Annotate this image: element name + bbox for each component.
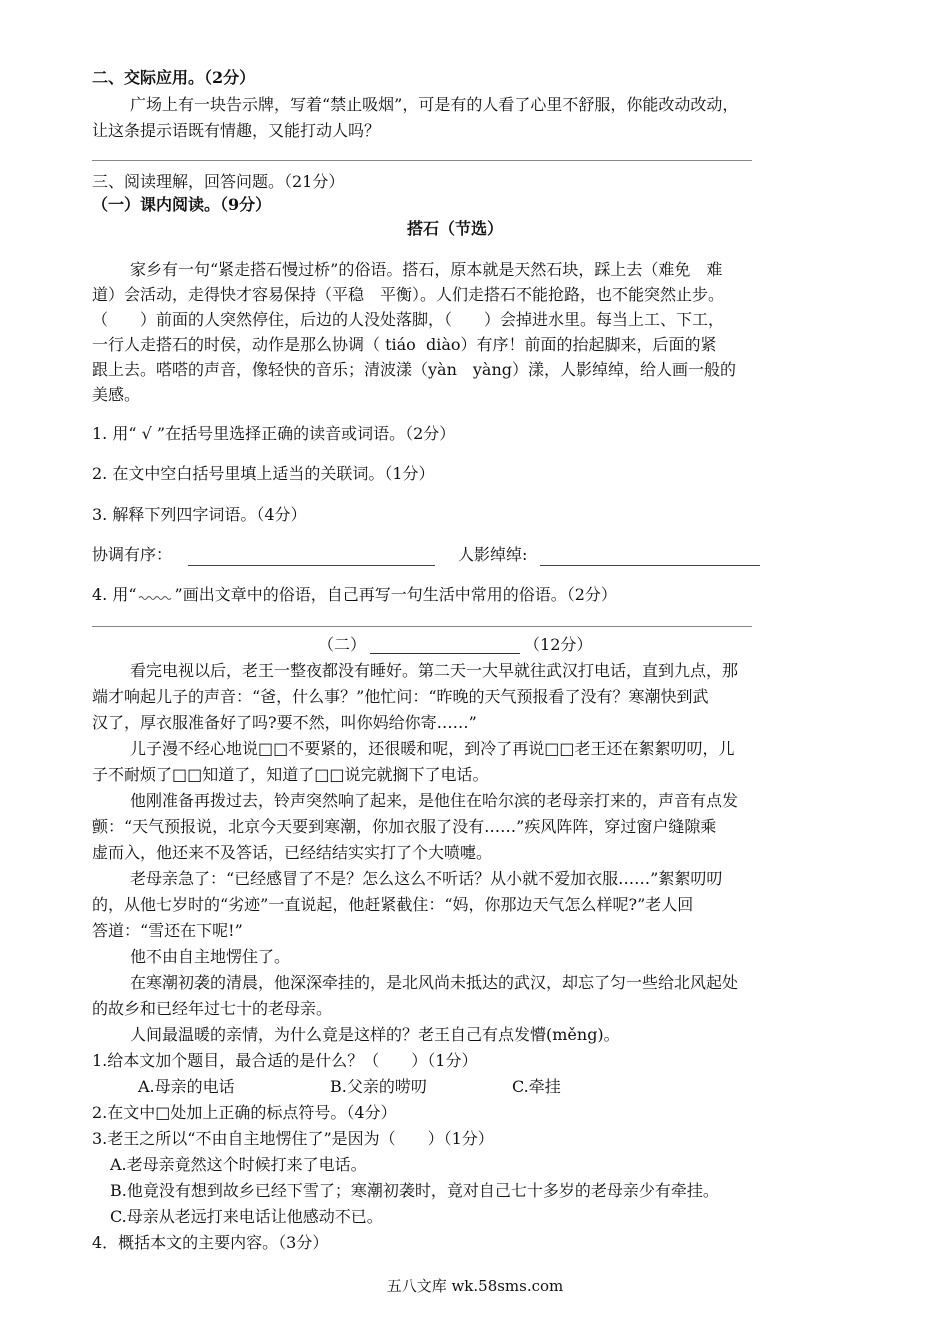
part1-heading: （一）课内阅读。（9分） <box>92 195 272 214</box>
question-4 <box>92 584 617 606</box>
story-line: 他刚准备再拨过去，铃声突然响了起来，是他住在哈尔滨的老母亲打来的，声音有点发 <box>130 791 739 810</box>
story-line: 他不由自主地愣住了。 <box>130 947 291 966</box>
part2-heading <box>318 634 592 656</box>
passage-line: 跟上去。嗒嗒的声音，像轻快的音乐；清波漾（yàn yàng）漾，人影绰绰，给人画一般的 <box>92 360 737 379</box>
answer-line <box>92 160 752 161</box>
option-b[interactable]: B.他竟没有想到故乡已经下雪了；寒潮初袭时，竟对自己七十多岁的老母亲少有牵挂。 <box>110 1181 719 1200</box>
passage-line: （ ）前面的人突然停住，后边的人没处落脚，（ ）会掉进水里。每当上工、下工， <box>92 310 725 329</box>
option-c[interactable]: C.母亲从老远打来电话让他感动不已。 <box>110 1207 383 1226</box>
question-2: 2. 在文中空白括号里填上适当的关联词。（1分） <box>92 464 435 483</box>
part2-question-3: 3.老王之所以“不由自主地愣住了”是因为（ ）（1分） <box>92 1129 494 1148</box>
title-blank[interactable] <box>370 635 520 654</box>
story-line: 虚而入，他还来不及答话，已经结结实实打了个大喷嚏。 <box>92 843 493 862</box>
term-label-2: 人影绰绰: <box>458 545 528 564</box>
passage-line: 道）会活动，走得快才容易保持（平稳 平衡）。人们走搭石不能抢路，也不能突然止步。 <box>92 285 725 304</box>
story-line: 看完电视以后，老王一整夜都没有睡好。第二天一大早就往武汉打电话，直到九点，那 <box>130 661 739 680</box>
story-line: 儿子漫不经心地说□□不要紧的，还很暖和呢，到冷了再说□□老王还在絮絮叨叨，儿 <box>130 739 735 758</box>
option-a[interactable]: A.母亲的电话 <box>138 1077 235 1096</box>
question-4-prefix: 4. 用“ <box>92 585 137 604</box>
section2-text-line2: 让这条提示语既有情趣，又能打动人吗？ <box>92 121 381 140</box>
question-1: 1. 用“ √ ”在括号里选择正确的读音或词语。（2分） <box>92 424 456 443</box>
question-3: 3. 解释下列四字词语。（4分） <box>92 505 307 524</box>
wavy-underline-icon <box>137 592 175 602</box>
part2-question-4: 4．概括本文的主要内容。（3分） <box>92 1233 329 1252</box>
story-line: 的故乡和已经年过七十的老母亲。 <box>92 999 333 1018</box>
story-line: 在寒潮初袭的清晨，他深深牵挂的，是北风尚未抵达的武汉，却忘了匀一些给北风起处 <box>130 973 739 992</box>
passage-line: 美感。 <box>92 385 141 404</box>
option-b[interactable]: B.父亲的唠叨 <box>330 1077 427 1096</box>
section3-heading: 三、阅读理解，回答问题。（21分） <box>92 172 345 191</box>
story-line: 颤：“天气预报说，北京今天要到寒潮，你加衣服了没有……”疾风阵阵，穿过窗户缝隙乘 <box>92 817 717 836</box>
answer-blank-1[interactable] <box>188 565 435 566</box>
part2-heading-suffix: （12分） <box>524 635 593 654</box>
section2-heading: 二、交际应用。（2分） <box>92 68 256 87</box>
part2-question-2: 2.在文中□处加上正确的标点符号。（4分） <box>92 1103 397 1122</box>
term-label-1: 协调有序： <box>92 545 173 564</box>
part2-question-1: 1.给本文加个题目，最合适的是什么？（ ）（1分） <box>92 1051 478 1070</box>
story-line: 的，从他七岁时的“劣迹”一直说起，他赶紧截住：“妈，你那边天气怎么样呢?”老人回 <box>92 895 694 914</box>
story-line: 答道：“雪还在下呢!” <box>92 921 243 940</box>
story-line: 人间最温暖的亲情，为什么竟是这样的？老王自己有点发懵(měng)。 <box>130 1025 620 1044</box>
passage-title: 搭石（节选） <box>406 219 503 238</box>
story-line: 老母亲急了：“已经感冒了不是？怎么这么不听话？从小就不爱加衣服……”絮絮叨叨 <box>130 869 723 888</box>
answer-line <box>92 626 752 627</box>
passage-line: 一行人走搭石的时侯，动作是那么协调（ tiáo diào）有序！前面的抬起脚来，后面的紧 <box>92 335 717 354</box>
part2-heading-prefix: （二） <box>318 635 367 654</box>
story-line: 汉了，厚衣服准备好了吗?要不然，叫你妈给你寄……” <box>92 713 477 732</box>
option-a[interactable]: A.老母亲竟然这个时候打来了电话。 <box>110 1155 367 1174</box>
story-line: 端才响起儿子的声音：“爸，什么事？”他忙问：“昨晚的天气预报看了没有？寒潮快到武 <box>92 687 709 706</box>
answer-blank-2[interactable] <box>540 565 760 566</box>
question-4-suffix: ”画出文章中的俗语，自己再写一句生活中常用的俗语。（2分） <box>174 585 617 604</box>
passage-line: 家乡有一句“紧走搭石慢过桥”的俗语。搭石，原本就是天然石块，踩上去（难免 难 <box>130 260 723 279</box>
option-c[interactable]: C.牵挂 <box>512 1077 561 1096</box>
section2-text-line1: 广场上有一块告示牌，写着“禁止吸烟”，可是有的人看了心里不舒服，你能改动改动， <box>130 95 739 114</box>
story-line: 子不耐烦了□□知道了，知道了□□说完就搁下了电话。 <box>92 765 489 784</box>
footer-watermark: 五八文库 wk.58sms.com <box>386 1277 564 1295</box>
